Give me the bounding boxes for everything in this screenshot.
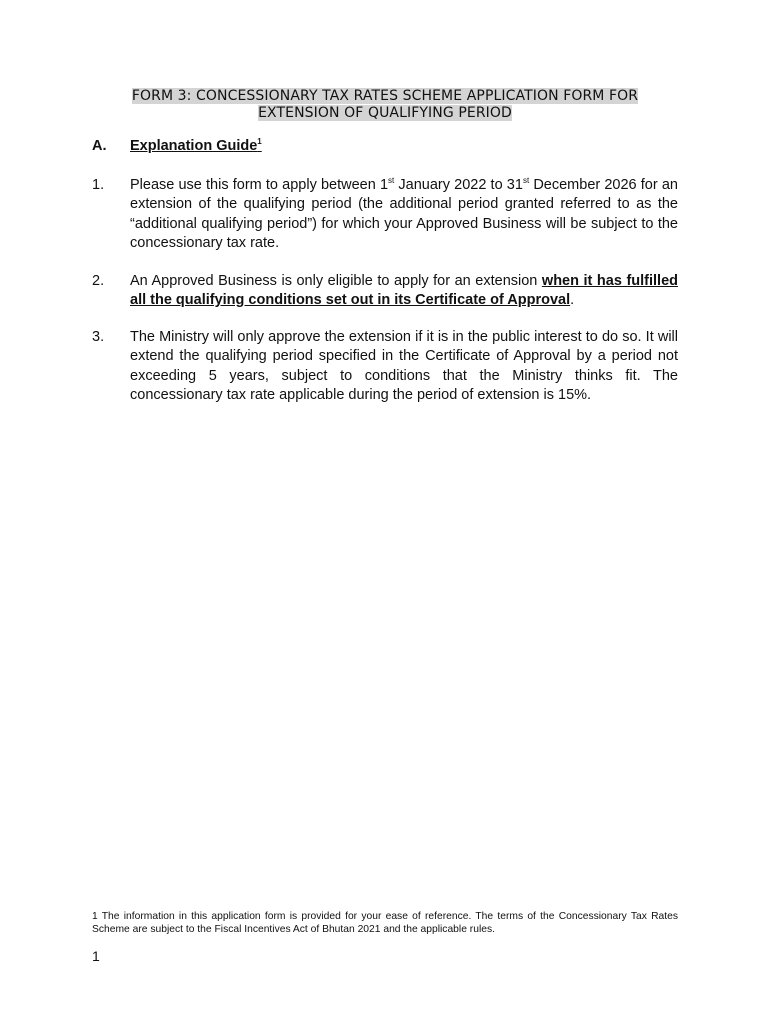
guide-item-1 — [92, 176, 678, 253]
guide-item-3 — [92, 328, 678, 405]
item-1-text-part-1: Please use this form to apply between 1 — [130, 177, 389, 193]
ordinal-suffix: st — [522, 176, 530, 185]
section-title-text: Explanation Guide — [130, 138, 258, 154]
form-title-line-2: EXTENSION OF QUALIFYING PERIOD — [258, 105, 512, 121]
guide-item-2 — [92, 272, 678, 311]
footnote-reference: 1 — [257, 137, 262, 146]
section-letter: A. — [92, 138, 107, 154]
item-number: 2. — [92, 273, 105, 289]
item-number: 3. — [92, 329, 105, 345]
item-text — [130, 176, 678, 253]
item-number: 1. — [92, 177, 105, 193]
form-title — [92, 88, 678, 122]
item-1-text-part-3: December 2026 for an extension of the qualifying period (the additional period granted referred to as the “additional qualifying period”) for which your Approved Business will be subject to the concessionary tax rate. — [130, 177, 678, 251]
item-text — [130, 272, 678, 311]
section-title — [130, 137, 262, 156]
form-title-line-1: FORM 3: CONCESSIONARY TAX RATES SCHEME APPLICATION FORM FOR — [131, 88, 639, 104]
qualifying-conditions-emphasis: when it has fulfilled all the qualifying conditions set out in its Certificate of Approval — [130, 273, 679, 309]
item-2-text-part-2: . — [570, 292, 575, 309]
item-1-text-part-2: January 2022 to 31 — [394, 177, 523, 193]
ordinal-suffix: st — [388, 176, 395, 185]
footnote: 1 The information in this application form is provided for your ease of reference. The terms of the Concessionary Tax Rates Scheme are subject to the Fiscal Incentives Act of Bhutan 2021 and the applicable rules. — [92, 911, 678, 935]
item-text: The Ministry will only approve the extension if it is in the public interest to do so. It will extend the qualifying period specified in the Certificate of Approval by a period not exceeding 5 years, subject to conditions that the Ministry thinks fit. The concessionary tax rate applicable during the period of extension is 15%. — [130, 329, 678, 403]
item-2-text-part-1: An Approved Business is only eligible to apply for an extension — [130, 273, 542, 289]
page-number: 1 — [92, 948, 100, 964]
